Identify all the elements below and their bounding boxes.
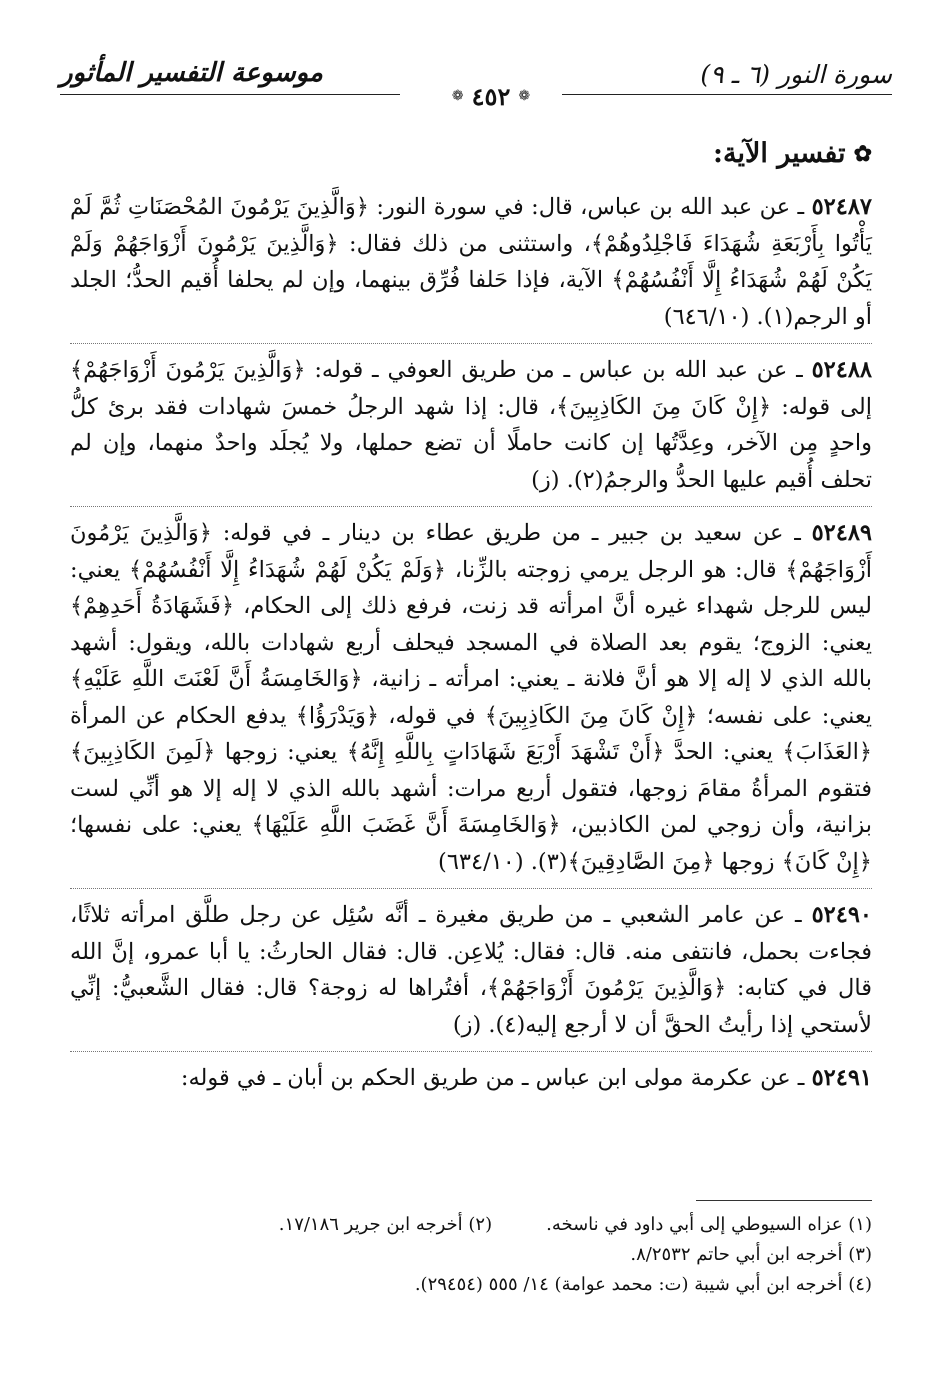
section-heading [70,138,872,169]
narration-number: ٥٢٤٩١ [811,1065,872,1091]
page-number-box [424,82,558,110]
book-title-header: موسوعة التفسير المأثور [60,58,323,88]
narration-number: ٥٢٤٨٧ [811,194,873,220]
footnote-4: (٤) أخرجه ابن أبي شيبة (ت: محمد عوامة) ١٤/ ٥٥٥ (٢٩٤٥٤). [414,1274,872,1295]
main-content [70,138,872,1105]
narration-number: ٥٢٤٨٨ [811,357,873,383]
page-number: ٤٥٢ [471,81,511,111]
footnotes [80,1200,872,1300]
footnote-separator [696,1200,872,1201]
narration-entry [70,343,872,506]
section-title: تفسير الآية: [713,138,846,169]
narration-text: ـ عن عبد الله بن عباس ـ من طريق العوفي ـ قوله: ﴿وَالَّذِينَ يَرْمُونَ أَزْوَاجَهُمْ﴾ إلى قوله: ﴿إِنْ كَانَ مِنَ الكَاذِبِينَ﴾، قال: إذا شهد الرجلُ خمسَ شهادات فقد برئ كلُّ واحدٍ مِن الآخر، وعِدَّتُها إن كانت حاملًا أن تضع حملها، ولا يُجلَد واحدٌ منهما، وإن لم تحلف أُقيم عليها الحدُّ والرجمُ(٢). (ز) [70,357,872,493]
narration-number: ٥٢٤٩٠ [811,902,872,928]
rosette-icon: ✿ [853,140,872,167]
ornament-icon: ❁ [518,88,531,104]
narration-number: ٥٢٤٨٩ [811,520,872,546]
narration-text: ـ عن عبد الله بن عباس، قال: في سورة النور: ﴿وَالَّذِينَ يَرْمُونَ المُحْصَنَاتِ ثُمَّ لَمْ يَأْتُوا بِأَرْبَعَةِ شُهَدَاءَ فَاجْلِدُوهُمْ﴾، واستثنى من ذلك فقال: ﴿وَالَّذِينَ يَرْمُونَ أَزْوَاجَهُمْ وَلَمْ يَكُنْ لَهُمْ شُهَدَاءُ إِلَّا أَنْفُسُهُمْ﴾ الآية، فإذا حَلفا فُرِّق بينهما، وإن لم يحلفا أُقيم الحدُّ؛ الجلد أو الرجم(١). (٦٤٦/١٠) [70,194,872,330]
narration-entry [70,1051,872,1105]
narration-entry [70,506,872,888]
narration-entry [70,181,872,343]
ornament-icon: ❁ [451,88,464,104]
footnote-2: (٢) أخرجه ابن جرير ١٧/١٨٦. [278,1214,493,1235]
header-rule-right [562,94,892,95]
surah-header: سورة النور (٦ ـ ٩) [700,60,892,89]
footnote-1: (١) عزاه السيوطي إلى أبي داود في ناسخه. [546,1214,872,1235]
page-header [60,52,892,122]
narration-text: ـ عن عامر الشعبي ـ من طريق مغيرة ـ أنَّه سُئِل عن رجل طلَّق امرأته ثلاثًا، فجاءت بحمل، فانتفى منه. قال: فقال: يُلاعِن. قال: فقال الحارثُ: يا أبا عمرو، إنَّ الله قال في كتابه: ﴿وَالَّذِينَ يَرْمُونَ أَزْوَاجَهُمْ﴾، أفتُراها له زوجة؟ قال: فقال الشَّعبيُّ: إنِّي لأستحي إذا رأيتُ الحقَّ أن لا أرجع إليه(٤). (ز) [70,902,872,1038]
narration-text: ـ عن عكرمة مولى ابن عباس ـ من طريق الحكم بن أبان ـ في قوله: [180,1065,805,1091]
narration-text: ـ عن سعيد بن جبير ـ من طريق عطاء بن دينار ـ في قوله: ﴿وَالَّذِينَ يَرْمُونَ أَزْوَاجَهُمْ﴾ قال: هو الرجل يرمي زوجته بالزِّنا، ﴿وَلَمْ يَكُنْ لَهُمْ شُهَدَاءُ إِلَّا أَنْفُسُهُمْ﴾ يعني: ليس للرجل شهداء غيره أنَّ امرأته قد زنت، فرفع ذلك إلى الحكام، ﴿فَشَهَادَةُ أَحَدِهِمْ﴾ يعني: الزوج؛ يقوم بعد الصلاة في المسجد فيحلف أربع شهادات بالله، ويقول: أشهد بالله الذي لا إله إلا هو أنَّ فلانة ـ يعني: امرأته ـ زانية، ﴿وَالخَامِسَةُ أَنَّ لَعْنَتَ اللَّهِ عَلَيْهِ﴾ يعني: على نفسه؛ ﴿إِنْ كَانَ مِنَ الكَاذِبِينَ﴾ في قوله، ﴿وَيَدْرَؤُا﴾ يدفع الحكام عن المرأة ﴿العَذَابَ﴾ يعني: الحدَّ ﴿أَنْ تَشْهَدَ أَرْبَعَ شَهَادَاتٍ بِاللَّهِ إِنَّهُ﴾ يعني: زوجها ﴿لَمِنَ الكَاذِبِينَ﴾ فتقوم المرأةُ مقامَ زوجها، فتقول أربع مرات: أشهد بالله الذي لا إله إلا هو أنِّي لست بزانية، وأن زوجي لمن الكاذبين، ﴿وَالخَامِسَةَ أَنَّ غَضَبَ اللَّهِ عَلَيْهَا﴾ يعني: على نفسها؛ ﴿إِنْ كَانَ﴾ زوجها ﴿مِنَ الصَّادِقِينَ﴾(٣). (٦٣٤/١٠) [70,520,872,875]
narration-entry [70,888,872,1051]
footnote-3: (٣) أخرجه ابن أبي حاتم ٨/٢٥٣٢. [630,1244,872,1265]
header-rule-left [60,94,400,95]
